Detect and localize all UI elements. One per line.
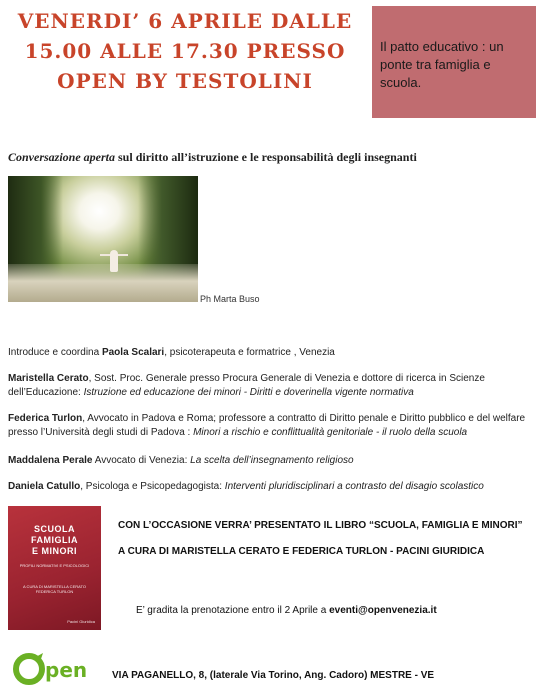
- booking-email[interactable]: eventi@openvenezia.it: [329, 605, 437, 616]
- open-logo-text: pen: [45, 658, 88, 682]
- intro-line: [8, 150, 538, 165]
- cerato-name: Maristella Cerato: [8, 373, 89, 384]
- catullo-topic: Interventi pluridisciplinari a contrasto del disagio scolastico: [224, 481, 484, 492]
- venue-address: VIA PAGANELLO, 8, (laterale Via Torino, Ang. Cadoro) MESTRE - VE: [112, 670, 435, 681]
- moderator-prefix: Introduce e coordina: [8, 347, 102, 358]
- book-announcement-line-1: CON L’OCCASIONE VERRA’ PRESENTATO IL LIBRO “SCUOLA, FAMIGLIA E MINORI”: [118, 520, 523, 531]
- moderator-name: Paola Scalari: [101, 347, 165, 358]
- event-photo: [8, 176, 198, 302]
- booking-note: [136, 605, 437, 616]
- topic-text: Il patto educativo : un ponte tra famiglia e scuola.: [380, 39, 504, 90]
- speaker-moderator: [8, 346, 538, 360]
- perale-name: Maddalena Perale: [8, 455, 93, 466]
- book-publisher: Pacini Giuridica: [67, 619, 95, 624]
- book-subtitle: PROFILI NORMATIVI E PSICOLOGICI: [19, 563, 90, 568]
- photo-credit: Ph Marta Buso: [200, 294, 260, 304]
- photo-figure: [110, 250, 118, 272]
- topic-box: [372, 6, 536, 118]
- turlon-name: Federica Turlon: [8, 413, 83, 424]
- turlon-topic: Minori a rischio e conflittualità genitoriale - il ruolo della scuola: [193, 427, 468, 438]
- speaker-cerato: [8, 372, 538, 400]
- headline-line-2: 15.00 ALLE 17.30 PRESSO: [24, 39, 346, 63]
- perale-role: Avvocato di Venezia:: [92, 455, 191, 466]
- book-title-line-1: SCUOLA: [34, 524, 75, 534]
- catullo-name: Daniela Catullo: [8, 481, 81, 492]
- booking-text: E’ gradita la prenotazione entro il 2 Aprile a: [136, 605, 330, 616]
- moderator-role: , psicoterapeuta e formatrice , Venezia: [164, 347, 335, 358]
- turlon-role: , Avvocato in Padova e Roma; professore a contratto di Diritto penale e Diritto pubblico e del welfare presso l’Università degli studi di Padova :: [8, 413, 526, 438]
- speaker-catullo: [8, 480, 538, 494]
- book-announcement-line-2: A CURA DI MARISTELLA CERATO E FEDERICA TURLON - PACINI GIURIDICA: [118, 546, 485, 557]
- intro-lead: Conversazione aperta: [8, 150, 116, 164]
- cerato-topic: Istruzione ed educazione dei minori - Diritti e doverinella vigente normativa: [83, 387, 414, 398]
- perale-topic: La scelta dell’insegnamento religioso: [190, 455, 354, 466]
- catullo-role: , Psicologa e Psicopedagogista:: [80, 481, 225, 492]
- book-authors: A CURA DI MARISTELLA CERATO FEDERICA TURLON: [23, 584, 86, 594]
- headline-line-1: VENERDI’ 6 APRILE DALLE: [17, 9, 353, 33]
- cerato-role: , Sost. Proc. Generale presso Procura Generale di Venezia e dottore di ricerca in Scienze dell’Educazione:: [8, 373, 485, 398]
- photo-path: [8, 264, 198, 302]
- book-title-line-3: E MINORI: [31, 546, 77, 556]
- book-title-line-2: FAMIGLIA: [31, 535, 78, 545]
- book-cover: [8, 506, 101, 630]
- speaker-perale: [8, 454, 538, 468]
- event-headline: [6, 6, 364, 96]
- speaker-turlon: [8, 412, 538, 440]
- intro-rest: sul diritto all’istruzione e le responsabilità degli insegnanti: [115, 150, 417, 164]
- headline-line-3: OPEN BY TESTOLINI: [57, 69, 313, 93]
- open-logo: [12, 652, 98, 686]
